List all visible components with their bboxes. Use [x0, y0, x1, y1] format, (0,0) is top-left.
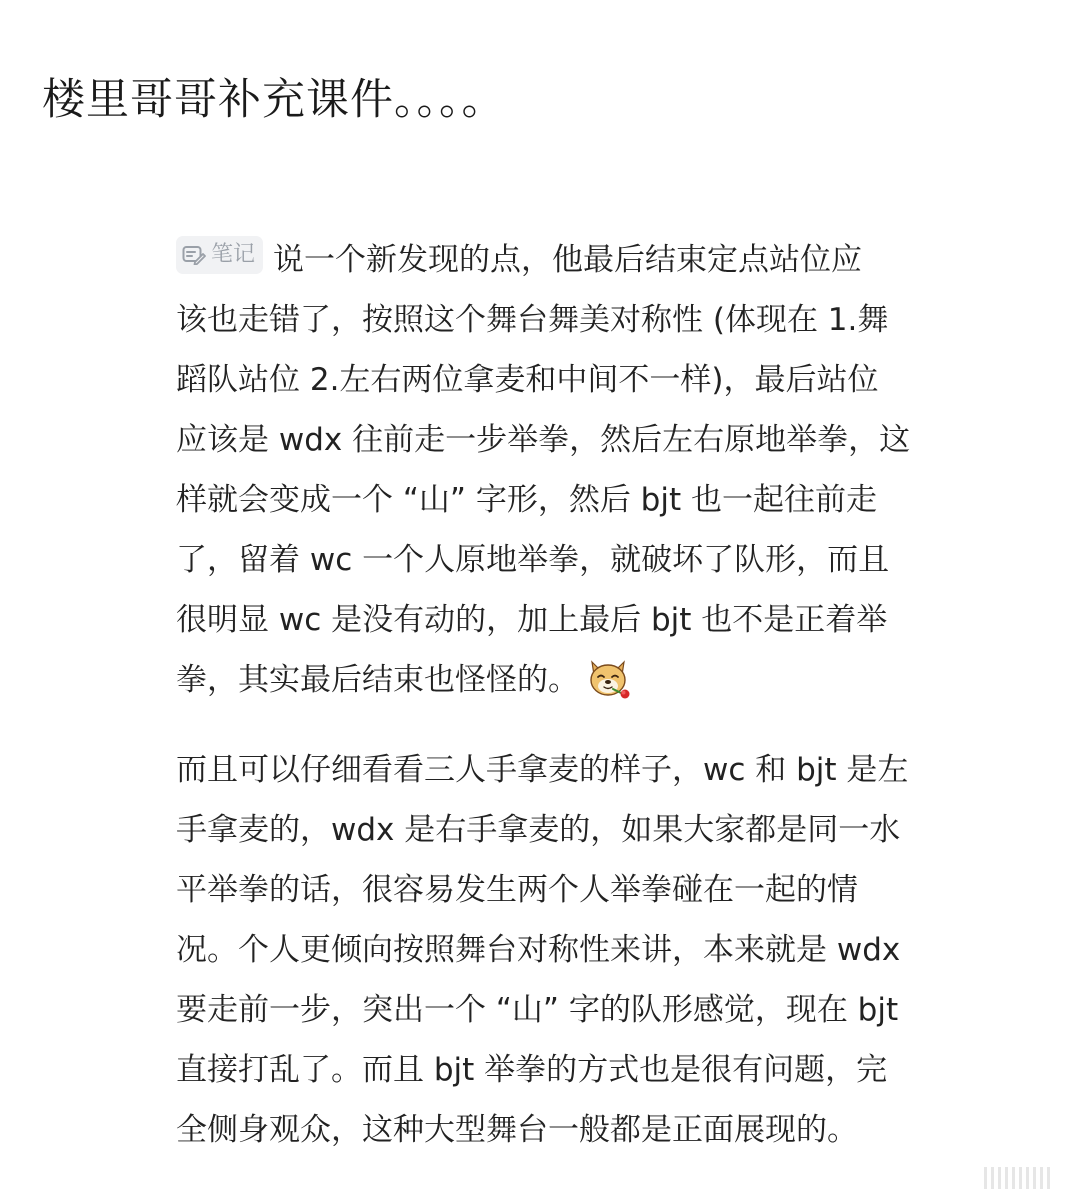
post-title: 楼里哥哥补充课件。。。。 [42, 75, 506, 125]
note-tag[interactable] [176, 236, 263, 274]
note-line: 很明显 wc 是没有动的，加上最后 bjt 也不是正着举 [176, 602, 888, 638]
doge-rose-emoji-icon [585, 656, 633, 720]
note-line: 蹈队站位 2.左右两位拿麦和中间不一样)，最后站位 [176, 362, 879, 398]
note-edit-icon [182, 245, 206, 265]
note-line-text: 说一个新发现的点，他最后结束定点站位应 [273, 242, 863, 278]
note-paragraph-2 [176, 740, 996, 1160]
note-line: 手拿麦的，wdx 是右手拿麦的，如果大家都是同一水 [176, 812, 901, 848]
note-line: 要走前一步，突出一个 “山” 字的队形感觉，现在 bjt [176, 992, 899, 1028]
note-line: 平举拳的话，很容易发生两个人举拳碰在一起的情 [176, 872, 858, 908]
note-line: 直接打乱了。而且 bjt 举拳的方式也是很有问题，完 [176, 1052, 888, 1088]
note-line: 了，留着 wc 一个人原地举拳，就破坏了队形，而且 [176, 542, 890, 578]
note-line: 应该是 wdx 往前走一步举拳，然后左右原地举拳，这 [176, 422, 911, 458]
note-tag-label: 笔记 [211, 242, 256, 267]
note-line: 样就会变成一个 “山” 字形，然后 bjt 也一起往前走 [176, 482, 877, 518]
note-line [176, 230, 996, 290]
note-line: 而且可以仔细看看三人手拿麦的样子，wc 和 bjt 是左 [176, 752, 909, 788]
note-card [176, 230, 996, 1160]
note-paragraph-1 [176, 230, 996, 720]
note-line: 该也走错了，按照这个舞台舞美对称性 (体现在 1.舞 [176, 302, 889, 338]
watermark-bars [984, 1167, 1050, 1189]
note-line: 况。个人更倾向按照舞台对称性来讲，本来就是 wdx [176, 932, 901, 968]
note-line: 全侧身观众，这种大型舞台一般都是正面展现的。 [176, 1112, 858, 1148]
note-line [176, 650, 996, 720]
note-line-text: 拳，其实最后结束也怪怪的。 [176, 662, 579, 698]
